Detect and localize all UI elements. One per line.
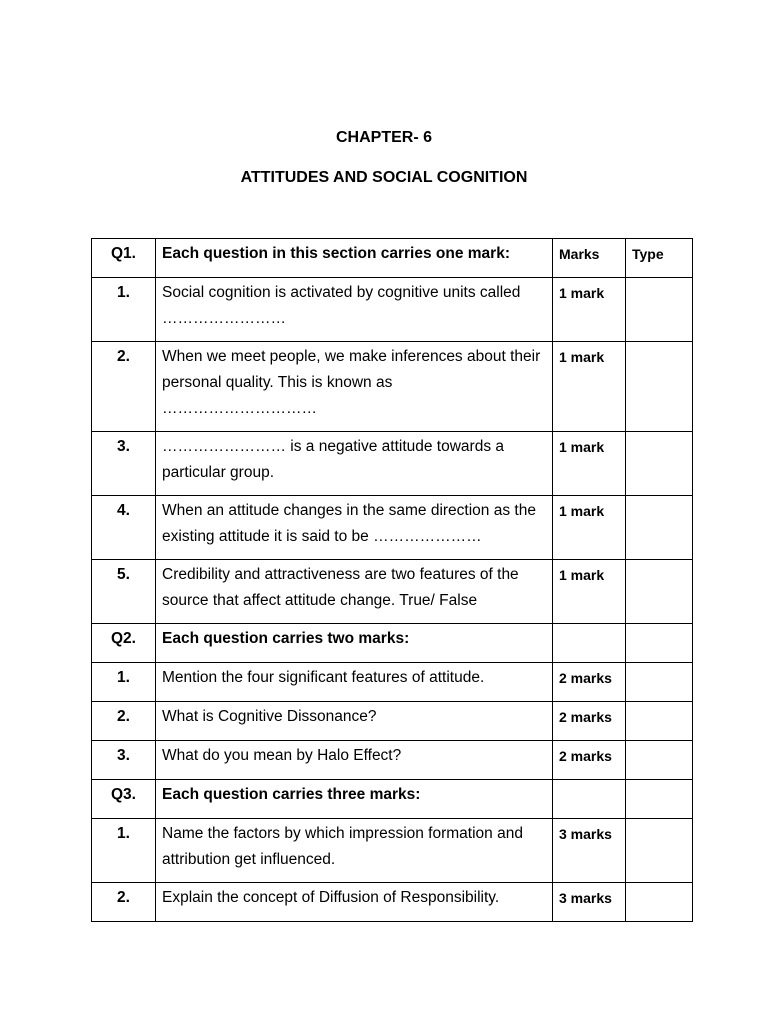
question-marks: 1 mark (553, 560, 626, 624)
question-text: What do you mean by Halo Effect? (156, 741, 553, 780)
question-number: 4. (92, 496, 156, 560)
marks-header: Marks (553, 239, 626, 278)
question-row (92, 432, 693, 496)
section-instruction: Each question carries two marks: (156, 624, 553, 663)
section-label: Q3. (92, 780, 156, 819)
marks-cell (553, 780, 626, 819)
question-row (92, 342, 693, 432)
type-header: Type (626, 239, 693, 278)
question-row (92, 663, 693, 702)
question-type (626, 819, 693, 883)
question-text: When we meet people, we make inferences about their personal quality. This is known as ………………………… (156, 342, 553, 432)
question-marks: 3 marks (553, 883, 626, 922)
question-number: 2. (92, 702, 156, 741)
section-instruction: Each question in this section carries one mark: (156, 239, 553, 278)
question-type (626, 560, 693, 624)
question-number: 2. (92, 342, 156, 432)
type-cell (626, 780, 693, 819)
question-text: Social cognition is activated by cognitive units called …………………… (156, 278, 553, 342)
question-text: Mention the four significant features of attitude. (156, 663, 553, 702)
question-text: Name the factors by which impression formation and attribution get influenced. (156, 819, 553, 883)
question-marks: 3 marks (553, 819, 626, 883)
question-marks: 1 mark (553, 496, 626, 560)
question-text: What is Cognitive Dissonance? (156, 702, 553, 741)
question-type (626, 278, 693, 342)
section-instruction: Each question carries three marks: (156, 780, 553, 819)
question-row (92, 702, 693, 741)
question-number: 1. (92, 663, 156, 702)
question-type (626, 342, 693, 432)
question-text: When an attitude changes in the same direction as the existing attitude it is said to be ………………… (156, 496, 553, 560)
section-header-row (92, 239, 693, 278)
question-type (626, 663, 693, 702)
section-header-row (92, 780, 693, 819)
type-cell (626, 624, 693, 663)
question-row (92, 741, 693, 780)
question-text: …………………… is a negative attitude towards a particular group. (156, 432, 553, 496)
question-type (626, 432, 693, 496)
section-label: Q1. (92, 239, 156, 278)
question-type (626, 741, 693, 780)
chapter-title: ATTITUDES AND SOCIAL COGNITION (240, 169, 528, 186)
question-number: 1. (92, 278, 156, 342)
question-type (626, 702, 693, 741)
question-row (92, 560, 693, 624)
question-type (626, 883, 693, 922)
question-row (92, 883, 693, 922)
question-marks: 2 marks (553, 741, 626, 780)
section-header-row (92, 624, 693, 663)
question-type (626, 496, 693, 560)
question-marks: 2 marks (553, 702, 626, 741)
question-row (92, 819, 693, 883)
question-marks: 2 marks (553, 663, 626, 702)
question-number: 3. (92, 432, 156, 496)
question-text: Credibility and attractiveness are two features of the source that affect attitude change. True/ False (156, 560, 553, 624)
question-table (91, 238, 693, 922)
question-marks: 1 mark (553, 278, 626, 342)
question-row (92, 278, 693, 342)
question-number: 1. (92, 819, 156, 883)
marks-cell (553, 624, 626, 663)
question-text: Explain the concept of Diffusion of Responsibility. (156, 883, 553, 922)
question-number: 3. (92, 741, 156, 780)
question-row (92, 496, 693, 560)
question-number: 2. (92, 883, 156, 922)
question-marks: 1 mark (553, 432, 626, 496)
chapter-heading: CHAPTER- 6 (335, 129, 432, 146)
question-marks: 1 mark (553, 342, 626, 432)
section-label: Q2. (92, 624, 156, 663)
question-number: 5. (92, 560, 156, 624)
